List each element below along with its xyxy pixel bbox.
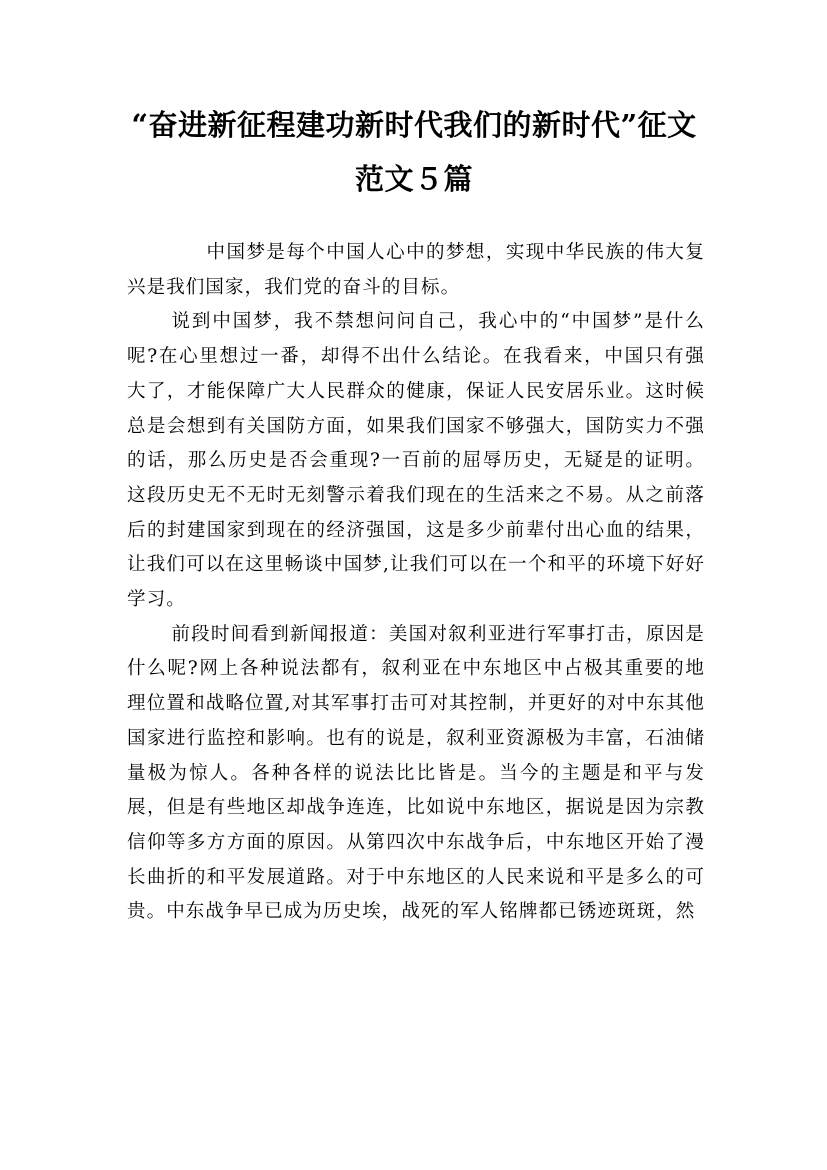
document-title: “奋进新征程建功新时代我们的新时代”征文范文５篇 <box>131 108 697 196</box>
paragraph-3: 前段时间看到新闻报道：美国对叙利亚进行军事打击，原因是什么呢?网上各种说法都有，叙利亚在中东地区中占极其重要的地理位置和战略位置,对其军事打击可对其控制，并更好的对中东其他国家进行监控和影响。也有的说是，叙利亚资源极为丰富，石油储量极为惊人。各种各样的说法比比皆是。当今的主题是和平与发展，但是有些地区却战争连连，比如说中东地区，据说是因为宗教信仰等多方方面的原因。从第四次中东战争后，中东地区开始了漫长曲折的和平发展道路。对于中东地区的人民来说和平是多么的可贵。中东战争早已成为历史埃，战死的军人铭牌都已锈迹斑斑，然 <box>127 623 705 923</box>
paragraph-2: 说到中国梦，我不禁想问问自己，我心中的“中国梦”是什么呢?在心里想过一番，却得不出什么结论。在我看来，中国只有强大了，才能保障广大人民群众的健康，保证人民安居乐业。这时候总是会想到有关国防方面，如果我们国家不够强大，国防实力不强的话，那么历史是否会重现?一百前的屈辱历史，无疑是的证明。这段历史无不无时无刻警示着我们现在的生活来之不易。从之前落后的封建国家到现在的经济强国，这是多少前辈付出心血的结果，让我们可以在这里畅谈中国梦,让我们可以在一个和平的环境下好好学习。 <box>127 311 705 611</box>
paragraph-1: 中国梦是每个中国人心中的梦想，实现中华民族的伟大复兴是我们国家，我们党的奋斗的目标。 <box>127 242 705 298</box>
document-body <box>127 236 705 930</box>
